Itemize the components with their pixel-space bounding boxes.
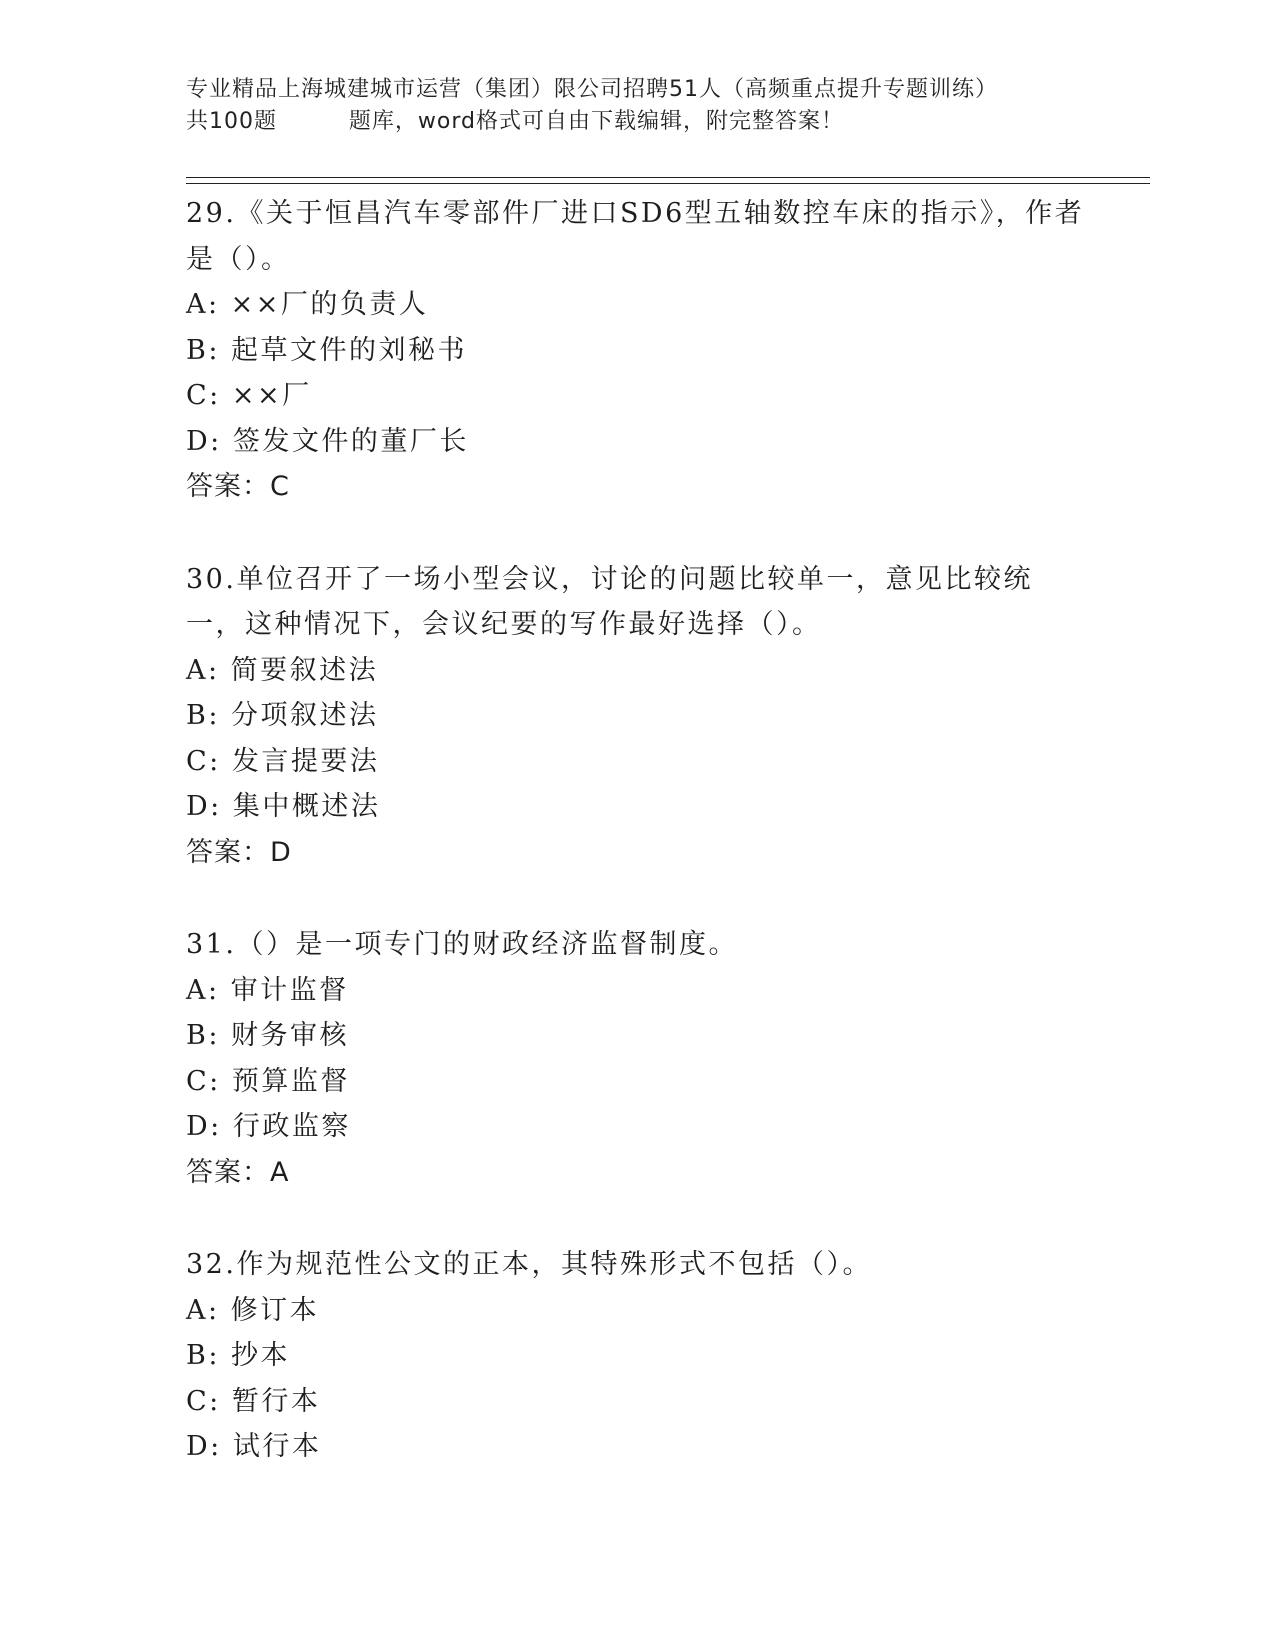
header-title-line-1: 专业精品上海城建城市运营（集团）限公司招聘51人（高频重点提升专题训练） <box>186 77 998 102</box>
option-b: B: 起草文件的刘秘书 <box>186 334 468 366</box>
header-divider-bottom <box>186 183 1150 184</box>
option-c: C: 暂行本 <box>186 1385 321 1417</box>
option-b: B: 财务审核 <box>186 1020 350 1051</box>
question-stem: 30.单位召开了一场小型会议，讨论的问题比较单一，意见比较统一，这种情况下，会议纪要的写作最好选择（）。 <box>186 563 1033 640</box>
answer-key: 答案：C <box>186 471 290 502</box>
option-d: D: 试行本 <box>186 1431 322 1462</box>
question-stem: 31.（）是一项专门的财政经济监督制度。 <box>186 929 738 960</box>
option-a: A: 简要叙述法 <box>186 654 379 686</box>
question-spacer <box>186 1195 1086 1242</box>
option-b: B: 抄本 <box>186 1340 291 1371</box>
option-b: B: 分项叙述法 <box>186 700 379 731</box>
question-32 <box>186 1242 1086 1470</box>
question-30 <box>186 557 1086 876</box>
option-a: A: ××厂的负责人 <box>186 289 429 320</box>
document-header <box>186 74 1166 138</box>
question-stem: 32.作为规范性公文的正本，其特殊形式不包括（）。 <box>186 1249 872 1280</box>
option-d: D: 行政监察 <box>186 1111 351 1142</box>
question-list <box>186 191 1086 1470</box>
answer-key: 答案：D <box>186 836 292 868</box>
question-spacer <box>186 875 1086 922</box>
question-spacer <box>186 510 1086 557</box>
option-a: A: 修订本 <box>186 1294 320 1326</box>
option-d: D: 集中概述法 <box>186 791 381 822</box>
option-c: C: 发言提要法 <box>186 745 380 777</box>
header-divider-top <box>186 177 1150 178</box>
option-a: A: 审计监督 <box>186 974 349 1006</box>
option-c: C: ××厂 <box>186 380 312 411</box>
question-29 <box>186 191 1086 510</box>
question-31 <box>186 922 1086 1195</box>
option-c: C: 预算监督 <box>186 1065 350 1097</box>
answer-key: 答案：A <box>186 1156 290 1188</box>
header-title-line-2: 共100题 题库，word格式可自由下载编辑，附完整答案！ <box>186 109 845 134</box>
option-d: D: 签发文件的董厂长 <box>186 425 469 457</box>
question-stem: 29.《关于恒昌汽车零部件厂进口SD6型五轴数控车床的指示》，作者是（）。 <box>186 198 1085 275</box>
